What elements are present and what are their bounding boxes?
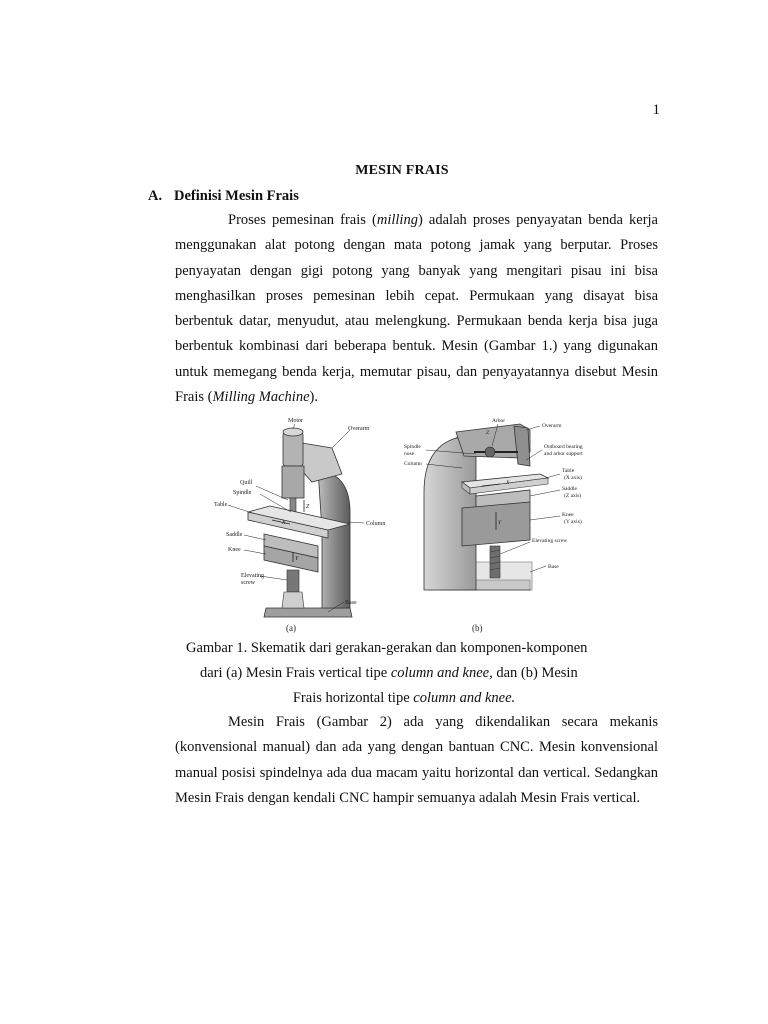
text-run: Proses pemesinan frais ( [228,212,377,228]
label-column-b: Column [404,461,422,467]
figure-illustration [200,412,610,634]
figure-caption-line-2 [200,661,640,687]
vertical-milling-machine [214,418,385,633]
axis-x-b: X [506,480,510,486]
text-run: dari (a) Mesin Frais vertical tipe [200,665,391,681]
axis-y-a: Y [295,556,299,562]
text-run: ). [309,389,318,406]
page-number: 1 [652,102,660,118]
section-title: Definisi Mesin Frais [174,188,299,204]
document-title: MESIN FRAIS [355,163,449,178]
axis-x-a: X [282,520,286,526]
axis-y-b: Y [498,520,502,526]
label-quill: Quill [240,480,253,486]
italic-term: milling [376,212,418,228]
label-column-a: Column [366,521,386,527]
paragraph-definition [175,208,658,410]
section-heading [148,188,299,205]
text-run: Mesin Frais (Gambar 2) ada yang dikendalikan secara mekanis (konvensional manual) dan ada yang dengan bantuan CNC. Mesin konvensional manual posisi spindelnya ada dua macam yaitu horizontal dan vertical. Sedangkan Mesin Frais dengan kendali CNC hampir semuanya adalah Mesin Frais vertical. [175,714,658,806]
label-arbor: Arbor [492,418,506,424]
figure-caption-line-3 [160,686,648,712]
label-outboard-2: and arbor support [544,451,583,457]
label-saddle-a: Saddle [226,532,243,538]
label-spindle-nose-1: Spindle [404,444,421,450]
label-knee-b-2: (Y axis) [564,519,582,525]
label-table-a: Table [214,502,228,508]
text-run: dan (b) Mesin [492,665,578,681]
horizontal-milling-machine [404,418,583,633]
label-knee-a: Knee [228,547,241,553]
label-spindle-nose-2: nose [404,451,415,457]
label-base-a: Base [345,600,357,606]
label-outboard-1: Outboard bearing [544,444,583,450]
label-elevating-a-1: Elevating [241,573,264,579]
italic-term: Milling Machine [212,389,310,406]
label-spindle: Spindle [233,490,252,496]
panel-label-a: (a) [286,623,296,633]
panel-label-b: (b) [472,623,483,633]
label-table-b-1: Table [562,468,575,474]
figure-milling-machines [200,412,610,634]
text-run: ) adalah proses penyayatan benda kerja menggunakan alat potong dengan mata potong jamak yang berputar. Proses penyayatan dengan gigi potong yang banyak yang mengitari pisau ini bisa menghasilkan proses pemesinan lebih cepat. Permukaan yang disayat bisa berbentuk datar, menyudut, atau melengkung. Permukaan benda kerja bisa juga berbentuk kombinasi dari beberapa bentuk. Mesin (Gambar 1.) yang digunakan untuk memegang benda kerja, memutar pisau, dan penyayatannya disebut Mesin Frais ( [175,212,658,406]
label-overarm-b: Overarm [542,423,562,429]
label-knee-b-1: Knee [562,512,574,518]
italic-term: column and knee. [413,690,516,706]
section-number: A. [148,188,163,204]
label-table-b-2: (X axis) [564,475,582,481]
paragraph-machine-types [175,710,658,811]
label-base-b: Base [548,564,559,570]
text-run: Frais horizontal tipe [292,690,414,706]
label-saddle-b-2: (Z axis) [564,493,582,499]
axis-z-a: Z [306,504,310,510]
label-elevating-b: Elevating screw [532,538,568,544]
label-overarm-a: Overarm [348,426,370,432]
label-elevating-a-2: screw [241,580,255,586]
axis-z-b: Z [486,430,490,436]
label-saddle-b-1: Saddle [562,486,577,492]
figure-caption-line-1: Gambar 1. Skematik dari gerakan-gerakan dan komponen-komponen [186,640,588,656]
italic-term: column and knee, [390,665,493,681]
label-motor: Motor [288,418,303,424]
